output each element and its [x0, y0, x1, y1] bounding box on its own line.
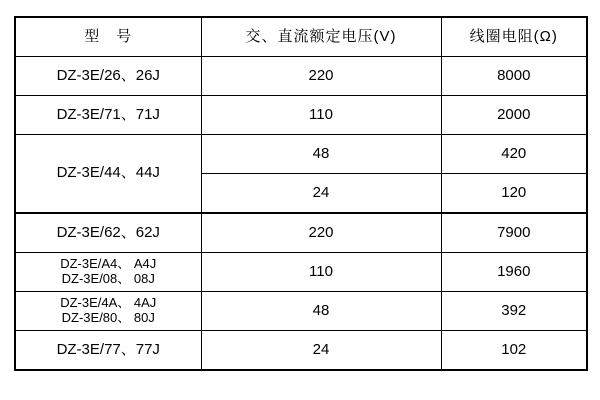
cell-voltage: 48	[201, 135, 441, 174]
cell-model: DZ-3E/62、62J	[15, 213, 201, 253]
table-row	[15, 57, 587, 96]
spec-table-container	[14, 16, 586, 371]
table-row	[15, 213, 587, 253]
table-row	[15, 96, 587, 135]
cell-voltage: 24	[201, 331, 441, 371]
cell-model: DZ-3E/44、44J	[15, 135, 201, 214]
cell-model	[15, 253, 201, 292]
cell-resistance: 2000	[441, 96, 587, 135]
cell-resistance: 392	[441, 292, 587, 331]
cell-model	[15, 292, 201, 331]
cell-resistance: 420	[441, 135, 587, 174]
cell-model: DZ-3E/26、26J	[15, 57, 201, 96]
cell-model-line-2: DZ-3E/80、 80J	[61, 310, 155, 325]
cell-voltage: 24	[201, 174, 441, 214]
table-header-row	[15, 17, 587, 57]
table-row	[15, 135, 587, 174]
cell-resistance: 7900	[441, 213, 587, 253]
cell-model-line-2: DZ-3E/08、 08J	[61, 271, 155, 286]
cell-model: DZ-3E/77、77J	[15, 331, 201, 371]
column-header-voltage: 交、直流额定电压(V)	[201, 17, 441, 57]
table-row	[15, 292, 587, 331]
cell-resistance: 120	[441, 174, 587, 214]
cell-model: DZ-3E/71、71J	[15, 96, 201, 135]
column-header-resistance: 线圈电阻(Ω)	[441, 17, 587, 57]
cell-model-line-1: DZ-3E/A4、 A4J	[60, 256, 157, 272]
cell-resistance: 8000	[441, 57, 587, 96]
cell-model-line-1: DZ-3E/4A、 4AJ	[60, 295, 157, 311]
column-header-model: 型 号	[15, 17, 201, 57]
cell-voltage: 220	[201, 57, 441, 96]
relay-spec-table	[14, 16, 588, 371]
table-row	[15, 253, 587, 292]
cell-voltage: 110	[201, 253, 441, 292]
cell-resistance: 1960	[441, 253, 587, 292]
cell-voltage: 110	[201, 96, 441, 135]
cell-voltage: 220	[201, 213, 441, 253]
cell-resistance: 102	[441, 331, 587, 371]
table-row	[15, 331, 587, 371]
cell-voltage: 48	[201, 292, 441, 331]
